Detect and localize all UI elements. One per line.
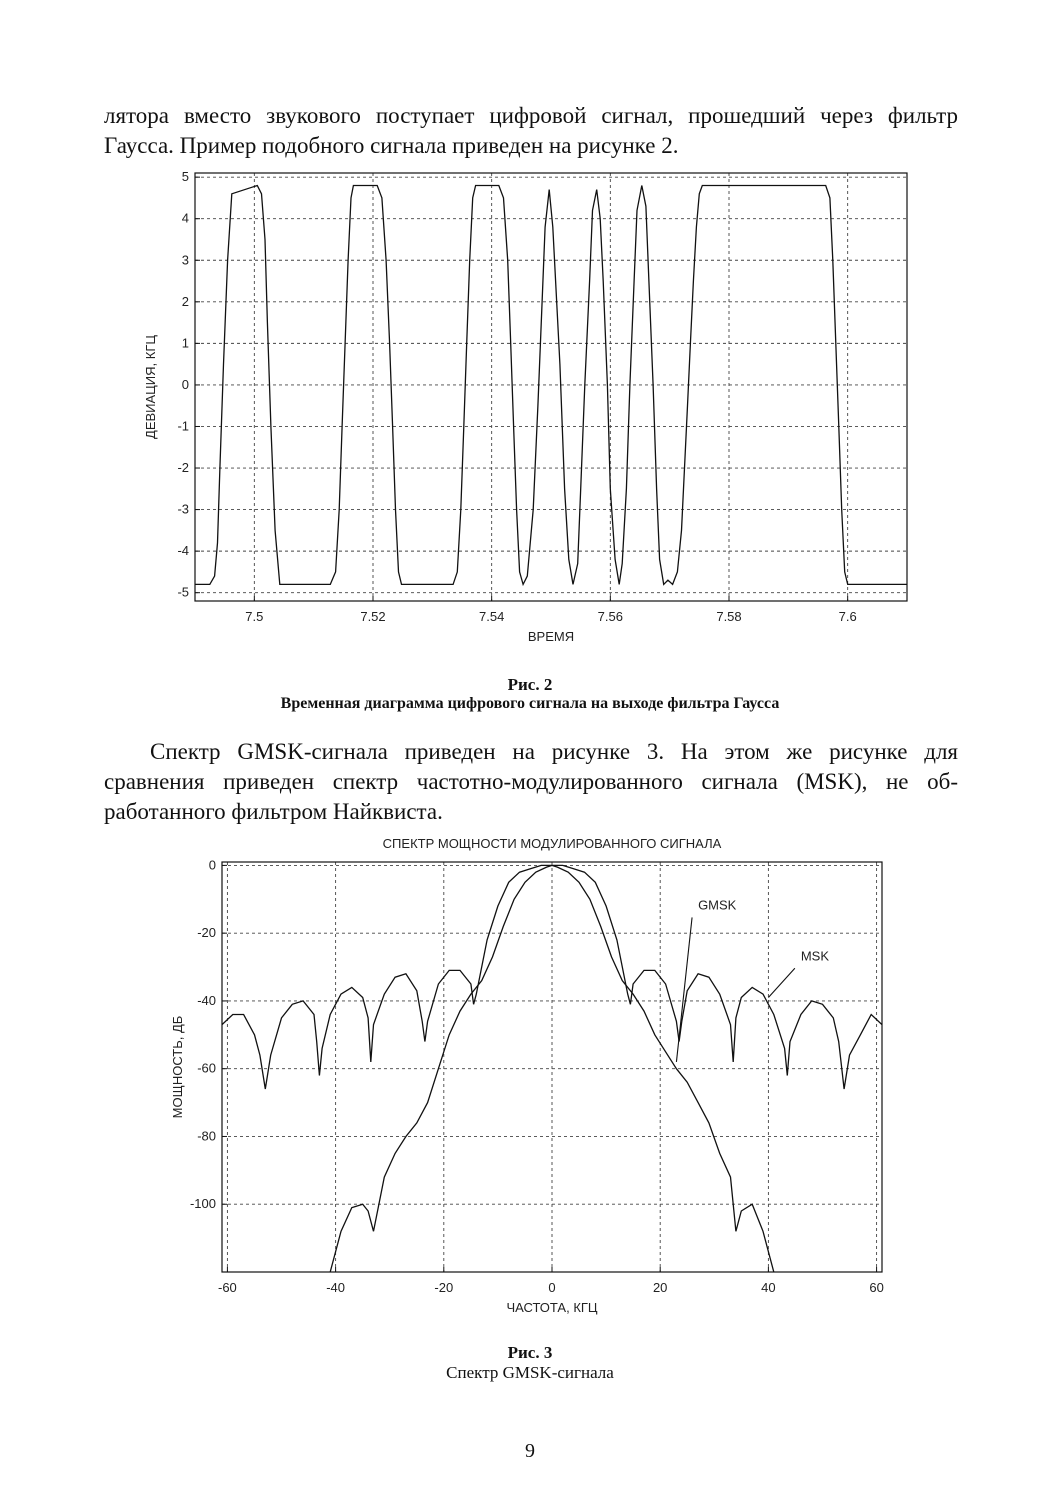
- fig2-y-tick-label: 2: [181, 293, 189, 309]
- figure-3-number: Рис. 3: [507, 1343, 553, 1362]
- fig2-y-tick-label: 5: [181, 169, 189, 185]
- fig2-y-tick-label: -4: [177, 543, 189, 559]
- figure-3-caption: [0, 1343, 1060, 1383]
- fig3-annotation-gmsk: GMSK: [698, 897, 737, 913]
- paragraph-1-line-1: лятора вместо звукового поступает цифровой сигнал, прошедший через фильтр: [104, 103, 958, 128]
- fig2-x-tick-label: 7.52: [360, 609, 386, 624]
- fig2-y-tick-label: -1: [177, 418, 189, 434]
- fig2-x-tick-label: 7.56: [597, 609, 623, 624]
- fig2-y-tick-label: 3: [181, 252, 189, 268]
- paragraph-2: [104, 737, 958, 827]
- fig2-y-tick-label: -5: [177, 584, 189, 600]
- figure-2-caption: [0, 675, 1060, 713]
- paragraph-2-line-3: работанного фильтром Найквиста.: [104, 799, 443, 824]
- fig2-x-tick-label: 7.5: [245, 609, 264, 624]
- fig3-y-tick-label: -100: [189, 1196, 216, 1212]
- fig2-x-tick-label: 7.6: [838, 609, 857, 624]
- figure-3-caption-text: Спектр GMSK-сигнала: [446, 1363, 614, 1382]
- fig2-y-tick-label: 1: [181, 335, 189, 351]
- paragraph-2-line-1: Спектр GMSK-сигнала приведен на рисунке 3. На этом же рисунке для: [150, 739, 958, 764]
- fig3-x-tick-label: -20: [434, 1280, 454, 1295]
- fig2-y-tick-label: 0: [181, 376, 189, 392]
- fig3-x-tick-label: 60: [869, 1280, 884, 1295]
- fig3-annotation-pointer-gmsk: [676, 917, 692, 1061]
- fig3-x-axis-label: ЧАСТОТА, КГЦ: [506, 1300, 598, 1315]
- fig3-y-tick-label: -20: [197, 925, 216, 941]
- page-number: 9: [525, 1440, 535, 1462]
- figure-2-number: Рис. 2: [507, 675, 553, 694]
- paragraph-1-line-2: Гаусса. Пример подобного сигнала приведен на рисунке 2.: [104, 133, 679, 158]
- fig2-y-axis-label: ДЕВИАЦИЯ, КГЦ: [143, 335, 158, 439]
- fig2-x-tick-label: 7.58: [716, 609, 742, 624]
- fig3-x-tick-label: -60: [218, 1280, 237, 1295]
- fig3-annotation-pointer-msk: [768, 968, 794, 997]
- fig3-x-tick-label: -40: [326, 1280, 346, 1295]
- fig2-x-tick-label: 7.54: [479, 609, 505, 624]
- fig3-x-tick-label: 40: [761, 1280, 776, 1295]
- fig3-y-tick-label: -60: [197, 1060, 216, 1076]
- fig3-x-tick-label: 0: [548, 1280, 556, 1295]
- fig3-x-tick-label: 20: [652, 1280, 668, 1295]
- fig3-y-tick-label: -80: [197, 1128, 216, 1144]
- fig2-y-tick-label: 4: [181, 210, 189, 226]
- paragraph-2-line-2: сравнения приведен спектр частотно-модулированного сигнала (MSK), не об-: [104, 769, 958, 794]
- fig2-x-axis-label: ВРЕМЯ: [527, 629, 575, 644]
- fig2-y-tick-label: -2: [177, 460, 189, 476]
- fig3-y-tick-label: -40: [197, 992, 216, 1008]
- fig2-y-tick-label: -3: [177, 501, 189, 517]
- fig3-y-tick-label: 0: [208, 857, 216, 873]
- figure-2-caption-text: Временная диаграмма цифрового сигнала на выходе фильтра Гаусса: [280, 695, 780, 712]
- fig3-title: СПЕКТР МОЩНОСТИ МОДУЛИРОВАННОГО СИГНАЛА: [382, 836, 722, 851]
- fig3-annotation-msk: MSK: [800, 948, 830, 964]
- fig3-y-axis-label: МОЩНОСТЬ, ДБ: [170, 1015, 185, 1119]
